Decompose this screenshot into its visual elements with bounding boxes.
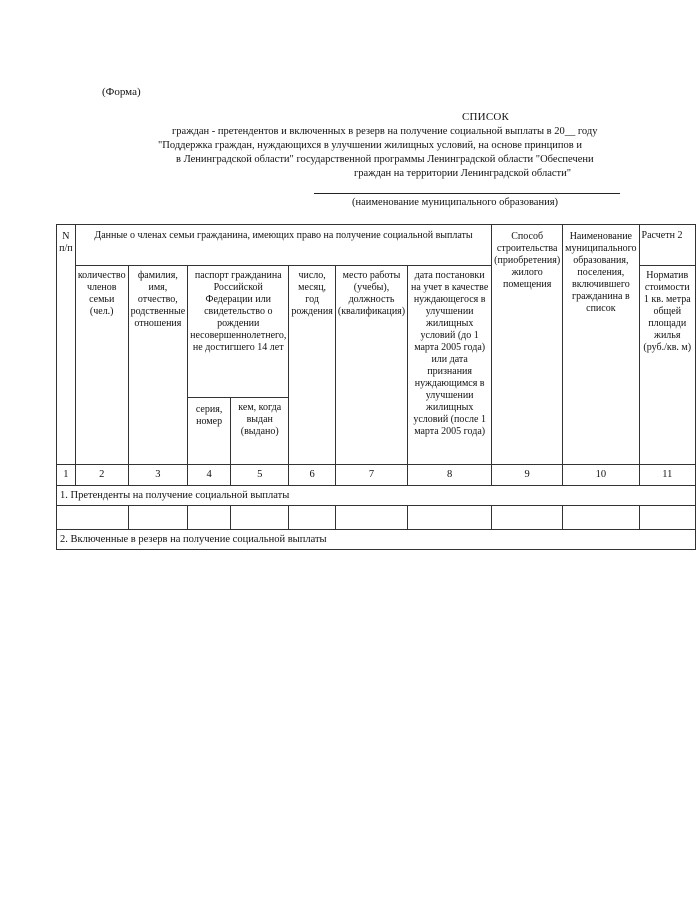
header-family-group: Данные о членах семьи гражданина, имеющих право на получение социальной выплаты bbox=[75, 225, 491, 266]
municipality-caption: (наименование муниципального образования) bbox=[352, 197, 559, 208]
heading-line-4: граждан на территории Ленинградской области" bbox=[354, 168, 572, 179]
column-number: 8 bbox=[408, 465, 492, 486]
column-number: 4 bbox=[188, 465, 231, 486]
header-family-count: количество членов семьи (чел.) bbox=[75, 266, 128, 465]
table-cell bbox=[231, 506, 289, 530]
table-cell bbox=[408, 506, 492, 530]
header-full-name: фамилия, имя, отчество, родственные отношения bbox=[128, 266, 188, 465]
column-number: 3 bbox=[128, 465, 188, 486]
column-number: 2 bbox=[75, 465, 128, 486]
column-number: 1 bbox=[57, 465, 76, 486]
header-calc-group: Расчетн 2 bbox=[639, 225, 695, 266]
table-cell bbox=[188, 506, 231, 530]
document-title: СПИСОК bbox=[462, 111, 510, 123]
header-passport-issued: кем, когда выдан (выдано) bbox=[231, 398, 289, 465]
table-cell bbox=[335, 506, 407, 530]
table-cell bbox=[289, 506, 335, 530]
section-applicants: 1. Претенденты на получение социальной выплаты bbox=[57, 486, 696, 506]
section-reserve: 2. Включенные в резерв на получение социальной выплаты bbox=[57, 530, 696, 550]
header-row-1 bbox=[57, 225, 696, 266]
section-row-reserve bbox=[57, 530, 696, 550]
column-number: 7 bbox=[335, 465, 407, 486]
header-registration-date: дата постановки на учет в качестве нуждающегося в улучшении жилищных условий (до 1 марта 2005 года) или дата признания нуждающимся в улучшении жилищных условий (после 1 марта 2005 года) bbox=[408, 266, 492, 465]
table-wrapper bbox=[56, 224, 696, 550]
municipality-underline bbox=[314, 193, 620, 194]
column-number: 5 bbox=[231, 465, 289, 486]
heading-line-1: граждан - претендентов и включенных в резерв на получение социальной выплаты в 20__ году bbox=[172, 126, 598, 137]
column-number: 6 bbox=[289, 465, 335, 486]
column-number: 10 bbox=[563, 465, 639, 486]
form-label: (Форма) bbox=[102, 86, 141, 98]
heading-line-3: в Ленинградской области" государственной программы Ленинградской области "Обеспечени bbox=[176, 154, 594, 165]
header-construction-method: Способ строительства (приобретения) жилого помещения bbox=[492, 225, 563, 465]
header-municipality-name: Наименование муниципального образования, поселения, включившего гражданина в список bbox=[563, 225, 639, 465]
empty-data-row bbox=[57, 506, 696, 530]
column-number: 11 bbox=[639, 465, 695, 486]
header-passport-group: паспорт гражданина Российской Федерации или свидетельство о рождении несовершеннолетнего, не достигшего 14 лет bbox=[188, 266, 289, 398]
table-cell bbox=[57, 506, 129, 530]
header-col-number: N п/п bbox=[57, 225, 76, 465]
column-number-row bbox=[57, 465, 696, 486]
header-workplace: место работы (учебы), должность (квалификация) bbox=[335, 266, 407, 465]
table-cell bbox=[639, 506, 695, 530]
header-norm-cost: Норматив стоимости 1 кв. метра общей площади жилья (руб./кв. м) bbox=[639, 266, 695, 465]
column-number: 9 bbox=[492, 465, 563, 486]
header-birth-date: число, месяц, год рождения bbox=[289, 266, 335, 465]
heading-line-2: "Поддержка граждан, нуждающихся в улучшении жилищных условий, на основе принципов и bbox=[158, 140, 582, 151]
section-row-applicants bbox=[57, 486, 696, 506]
table-cell bbox=[563, 506, 639, 530]
applicants-table bbox=[56, 224, 696, 550]
table-cell bbox=[492, 506, 563, 530]
header-passport-series: серия, номер bbox=[188, 398, 231, 465]
table-cell bbox=[128, 506, 188, 530]
